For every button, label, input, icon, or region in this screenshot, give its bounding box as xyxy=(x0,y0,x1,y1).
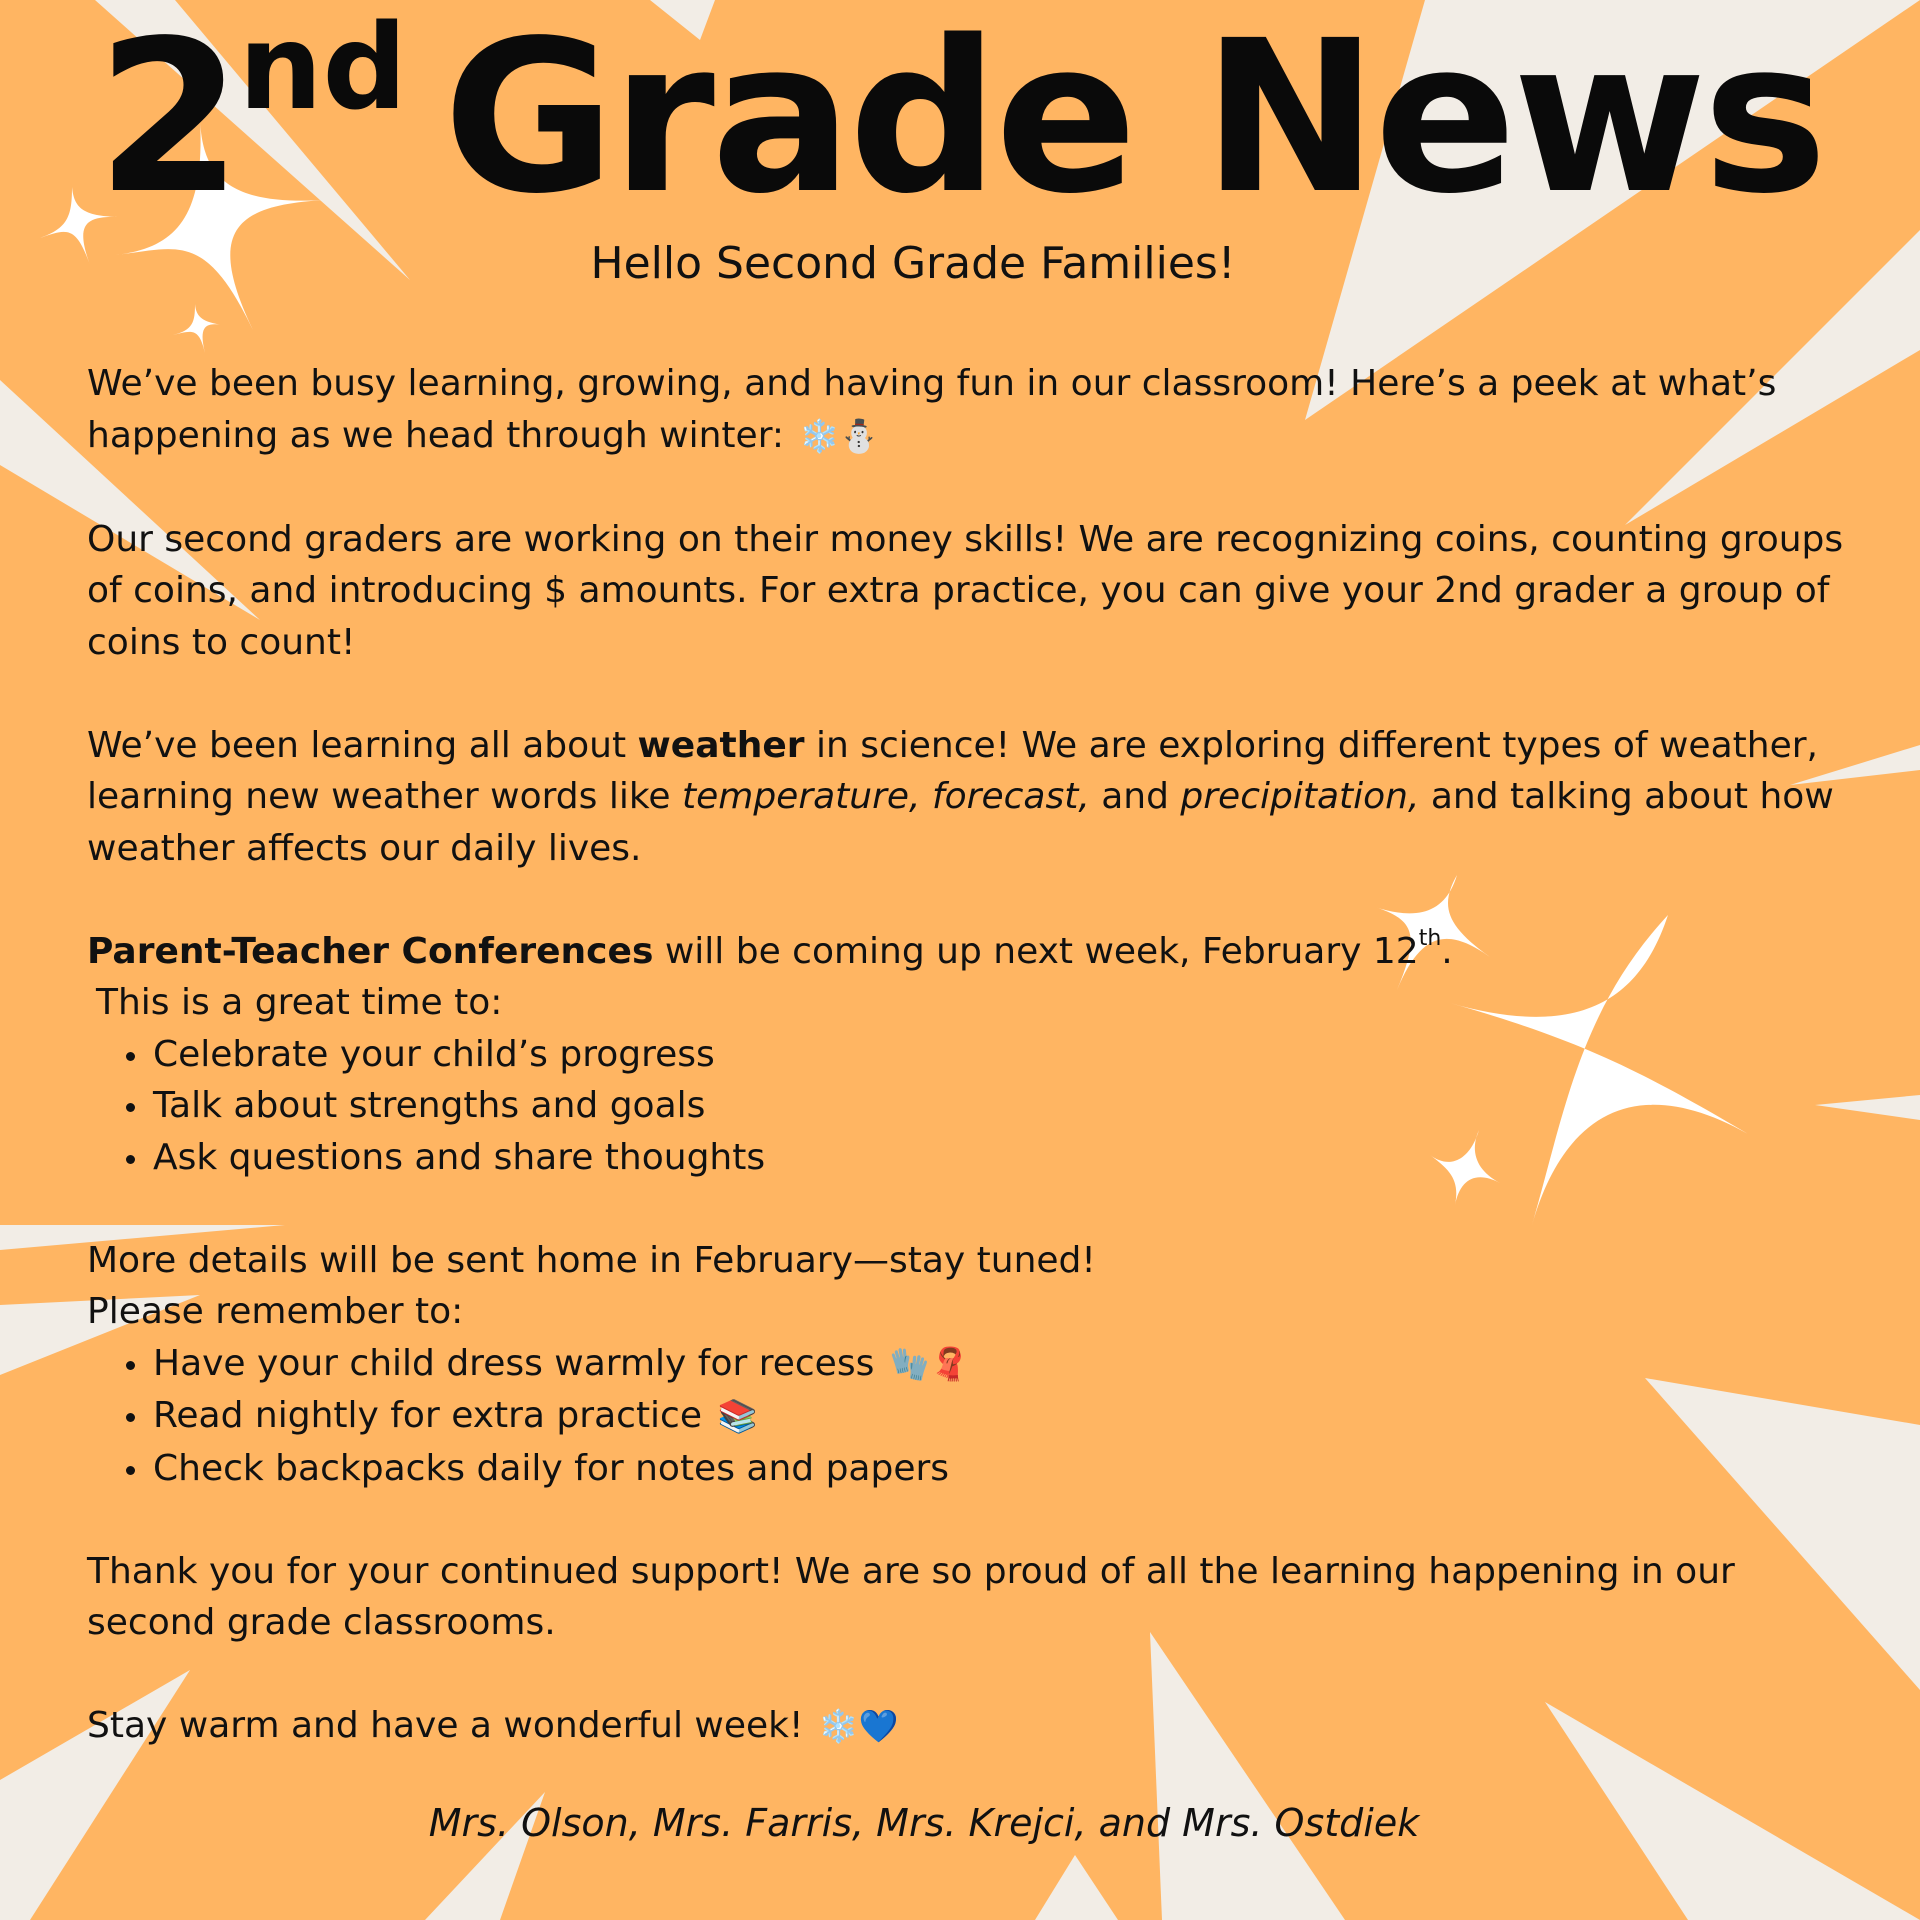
weather-text-1: We’ve been learning all about xyxy=(87,724,638,766)
page-title xyxy=(0,0,1920,240)
signature: Mrs. Olson, Mrs. Farris, Mrs. Krejci, and Mrs. Ostdiek xyxy=(428,1801,1420,1845)
weather-bold: weather xyxy=(637,724,805,766)
weather-italic-1: temperature, forecast, xyxy=(681,776,1090,817)
list-item xyxy=(151,1338,1847,1391)
conferences-date-suffix: th xyxy=(1418,925,1442,951)
money-paragraph: Our second graders are working on their money skills! We are recognizing coins, counting groups of coins, and introducing $ amounts. For extra practice, you can give your 2nd grader a group of coins to count! xyxy=(87,518,1844,663)
intro-paragraph xyxy=(87,358,1847,462)
snowflake-heart-icon: ❄️💙 xyxy=(818,1707,899,1745)
weather-italic-2: precipitation, xyxy=(1180,776,1420,817)
weather-text-3: and xyxy=(1089,776,1181,817)
reminder-text: Read nightly for extra practice xyxy=(153,1395,702,1436)
greeting: Hello Second Grade Families! xyxy=(590,238,1236,289)
conferences-list xyxy=(87,1029,1847,1184)
books-icon: 📚 xyxy=(717,1397,758,1435)
list-item xyxy=(151,1443,1847,1495)
conferences-bold: Parent-Teacher Conferences xyxy=(87,930,654,972)
title-grade-number: 2 xyxy=(96,0,239,240)
snowflake-snowman-icon: ❄️⛄ xyxy=(799,416,880,455)
reminders-lead: Please remember to: xyxy=(87,1291,464,1332)
gloves-scarf-icon: 🧤🧣 xyxy=(889,1344,970,1383)
thanks-paragraph: Thank you for your continued support! We are so proud of all the learning happening in our second grade classrooms. xyxy=(87,1550,1735,1643)
reminder-text: Have your child dress warmly for recess xyxy=(153,1342,875,1384)
list-item: • Talk about strengths and goals xyxy=(151,1080,1847,1132)
list-item xyxy=(151,1390,1847,1443)
title-ordinal-suffix: nd xyxy=(238,0,407,136)
details-paragraph: More details will be sent home in February—stay tuned! xyxy=(87,1239,1096,1281)
intro-text: We’ve been busy learning, growing, and having fun in our classroom! Here’s a peek at what’s happening as we head through winter: xyxy=(87,363,1777,456)
conferences-end: . xyxy=(1441,930,1453,972)
reminder-text: Check backpacks daily for notes and papers xyxy=(153,1447,950,1489)
conferences-lead: This is a great time to: xyxy=(96,982,503,1023)
closing-text: Stay warm and have a wonderful week! xyxy=(87,1705,804,1746)
weather-text-2: in science! We are exploring different types of weather, learning new weather words like xyxy=(87,724,1818,817)
weather-text-4: and talking about how weather affects our daily lives. xyxy=(87,776,1834,869)
closing-paragraph xyxy=(87,1700,1847,1753)
weather-paragraph xyxy=(87,720,1847,875)
newsletter-body xyxy=(87,358,1847,1753)
list-item: • Celebrate your child’s progress xyxy=(151,1029,1847,1081)
list-item: • Ask questions and share thoughts xyxy=(151,1132,1847,1184)
reminders-list xyxy=(87,1338,1847,1495)
conferences-text: will be coming up next week, February 12 xyxy=(653,930,1419,972)
title-text: Grade News xyxy=(442,0,1824,240)
conferences-paragraph xyxy=(87,926,1847,978)
